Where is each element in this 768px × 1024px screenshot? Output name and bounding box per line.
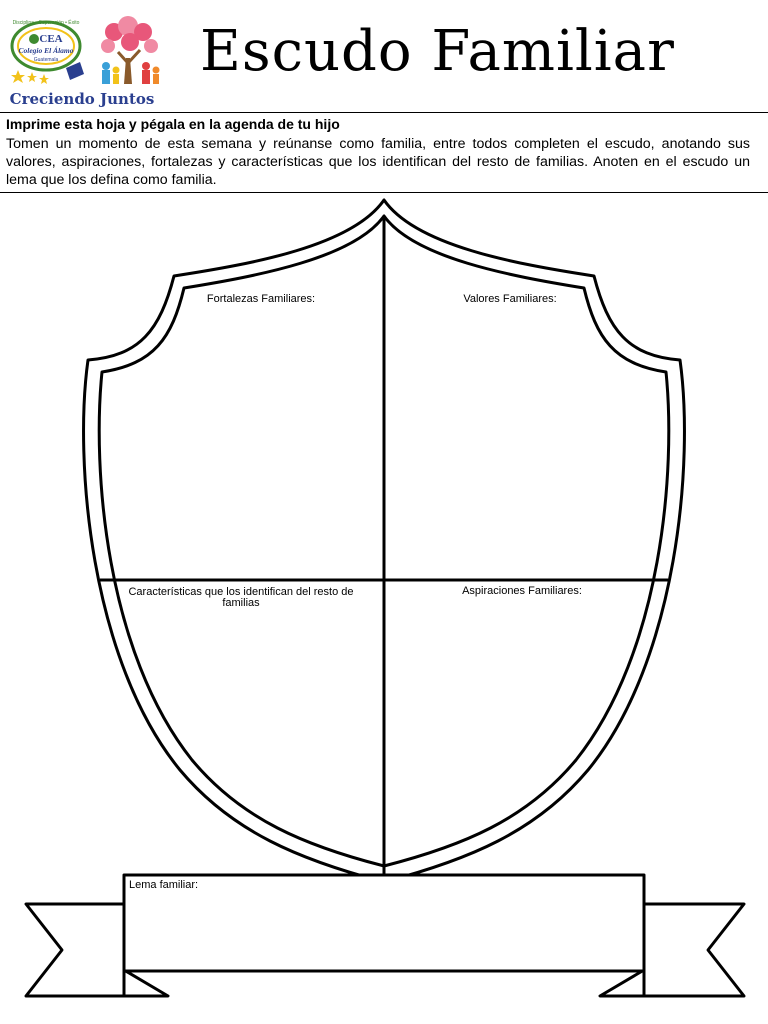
quadrant-label-aspirations: Aspiraciones Familiares: (462, 585, 582, 597)
divider (0, 112, 768, 113)
svg-text:Colegio El Álamo: Colegio El Álamo (18, 46, 74, 55)
quadrant-label-values: Valores Familiares: (463, 293, 557, 305)
divider (0, 192, 768, 193)
page-title: Escudo Familiar (200, 19, 675, 84)
svg-text:Disciplina • Superación • Éxit: Disciplina • Superación • Éxito (12, 20, 80, 26)
school-logo (6, 12, 174, 108)
header (0, 0, 768, 112)
instructions-heading: Imprime esta hoja y pégala en la agenda de tu hijo (6, 116, 340, 132)
instructions-body: Tomen un momento de esta semana y reúnanse como familia, entre todos completen el escudo, anotando sus valores, aspiraciones, fortalezas y características que los identifican del resto de familias. Anoten en el escudo un lema que los defina como familia. (6, 136, 750, 188)
ribbon-label-motto: Lema familiar: (129, 879, 199, 891)
svg-text:Guatemala: Guatemala (33, 57, 59, 63)
svg-text:Creciendo Juntos: Creciendo Juntos (9, 90, 155, 108)
family-shield (0, 195, 768, 1024)
quadrant-label-characteristics: Características que los identifican del resto de familias (128, 586, 354, 609)
quadrant-label-strengths: Fortalezas Familiares: (206, 293, 316, 305)
motto-ribbon (26, 875, 744, 996)
svg-text:CEA: CEA (39, 33, 63, 45)
